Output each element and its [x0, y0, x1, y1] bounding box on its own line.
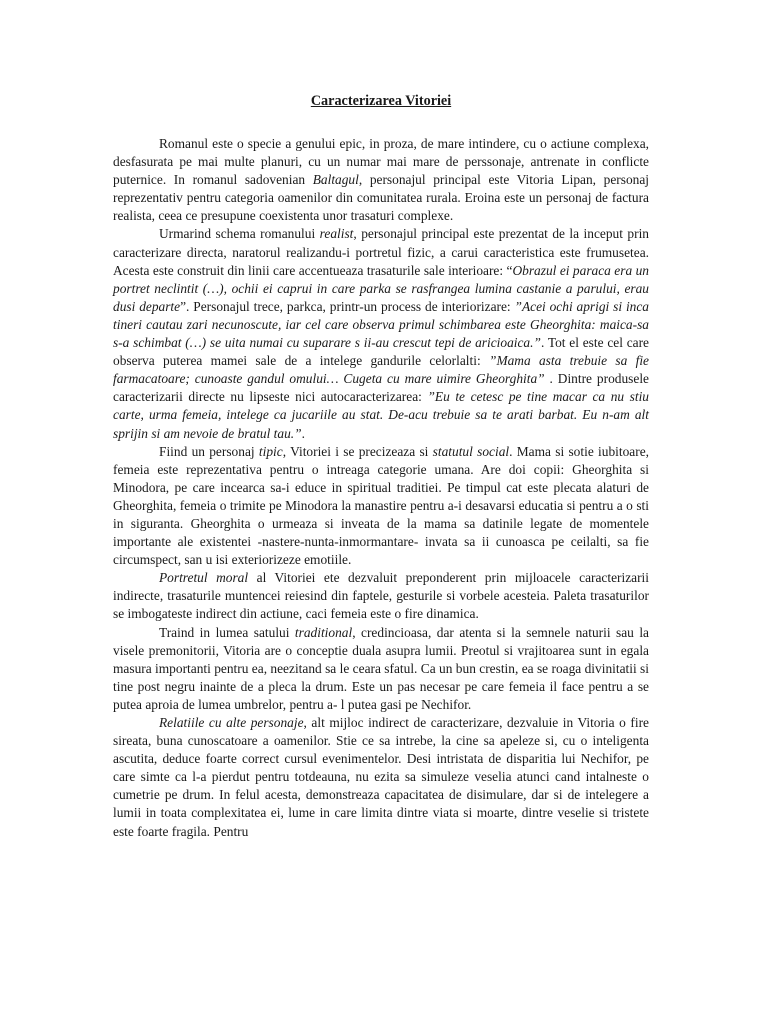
italic-run: ”Mama asta trebuie sa fie farmacatoare; cunoaste gandul omului… Cugeta cu mare uimire Gheorghita”	[113, 353, 649, 387]
italic-run: tipic	[258, 443, 283, 459]
paragraph-moral-portrait	[113, 569, 649, 623]
italic-run: Baltagul	[312, 172, 359, 188]
text-run: Romanul este o specie a genului epic, in proza, de mare intindere, cu o actiune complexa, desfasurata pe mai multe planuri, cu un numar mai mare de perssonaje, antrenate in conflicte puternice. In romanul sadovenian	[113, 136, 649, 188]
italic-run: ”Eu te cetesc pe tine macar ca nu stiu carte, urma femeia, intelege ca jucariile au stat. De-acu trebuie sa te arati barbat. Eu n-am alt sprijin si am nevoie de bratul tau.”	[113, 389, 649, 441]
text-run: , credincioasa, dar atenta si la semnele naturii sau la visele premonitorii, Vitoria are o conceptie duala asupra lumii. Preotul si vrajitoarea sunt in egala masura importanti pentru ea, neezitand sa le ceara sfatul. Ca un bun crestin, ea se roaga divinitatii si tine post negru inainte de a pleca la drum. Este un pas necesar pe care femeia il face pentru a se putea aproia de lumea umbrelor, pentru a- l putea gasi pe Nechifor.	[113, 624, 649, 712]
italic-run: Relatiile cu alte personaje	[159, 715, 304, 730]
text-run: . Dintre produsele caracterizarii directe nu lipseste nici autocaracterizarea:	[113, 371, 649, 405]
text-run: , Vitoriei i se precizeaza si	[282, 443, 433, 459]
text-run: al Vitoriei ete dezvaluit preponderent prin mijloacele caracterizarii indirecte, trasaturile muntencei reiesind din faptele, gesturile si vorbele acesteia. Paleta trasaturilor se imbogateste indirect din actiune, caci femeia este o fire dinamica.	[113, 570, 649, 622]
paragraph-relations	[113, 714, 649, 841]
document-body	[113, 92, 649, 841]
text-run: , personajul principal este prezentat de la inceput prin caracterizare directa, naratorul realizandu-i portretul fizic, a carui caracteristica este frumusetea. Acesta este construit din linii care accentueaza trasaturile sale interioare: “	[113, 226, 650, 278]
document-title: Caracterizarea Vitoriei	[310, 93, 452, 109]
italic-run: ”Acei ochi aprigi si inca tineri cautau zari necunoscute, iar cel care observa primul schimbarea este Gheorghita: maica-sa s-a schimbat (…) se uita numai cu suparare s ii-au crescut tepi de aricioaica.”	[113, 298, 649, 351]
italic-run: statutul social	[432, 443, 510, 459]
text-run: ”. Personajul trece, parkca, printr-un process de interiorizare:	[180, 298, 515, 314]
text-run: Traind in lumea satului	[159, 624, 295, 640]
text-run: , alt mijloc indirect de caracterizare, dezvaluie in Vitoria o fire sireata, buna cunoscatoare a oamenilor. Stie ce sa intrebe, la cine sa apeleze si, cu o inteligenta ascutita, deduce foarte correct cursul evenimentelor. Desi intristata de disparitia lui Nechifor, pe care simte ca l-a pierdut pentru totdeauna, nu ezita sa simuleze veselia atunci cand intalneste o cumetrie pe drum. In felul acesta, demonstreaza capacitatea de disimulare, dar si de intelegere a lumii in toata complexitatea ei, lume in care limita dintre viata si moarte, dintre veselie si tristete este foarte fragila. Pentru	[113, 715, 649, 839]
text-run: .	[301, 425, 305, 441]
paragraph-intro	[113, 135, 649, 225]
text-run: . Tot el este cel care observa puterea mamei sale de a intelege gandurile celorlalti:	[113, 335, 650, 369]
text-run: Urmarind schema romanului	[159, 226, 320, 242]
italic-run: traditional	[294, 624, 353, 640]
paragraph-social-status	[113, 443, 649, 570]
italic-run: Obrazul ei paraca era un portret neclintit (…), ochii ei caprui in care parka se rasfrangea lumina castanie a parului, erau dusi departe	[113, 262, 649, 314]
italic-run: Portretul moral	[159, 570, 249, 586]
text-run: Fiind un personaj	[159, 443, 259, 459]
text-run: , personajul principal este Vitoria Lipan, personaj reprezentativ pentru categoria oamenilor din comunitatea rurala. Eroina este un personaj de factura realista, ceea ce presupune coexistenta unor trasaturi complexe.	[113, 172, 650, 224]
italic-run: realist	[319, 226, 354, 242]
paragraph-direct-characterization	[113, 225, 649, 442]
text-run: . Mama si sotie iubitoare, femeia este reprezentativa pentru o intreaga categorie umana. Are doi copii: Gheorghita si Minodora, pe care incearca sa-i educe in spiritual traditiei. Pe timpul cat este plecata alaturi de Gheorghita, femeia o trimite pe Minodora la manastire pentru a-i desavarsi educatia si pentru a o sti in siguranta. Gheorghita o urmeaza si inveata de la mama sa datinile legate de momentele importante ale existentei -nastere-nunta-inmormantare- invata sa ii cunoasca pe ceilalti, sa fie circumspect, san u isi exteriorizeze emotiile.	[113, 443, 649, 568]
paragraph-traditional-world	[113, 624, 649, 714]
